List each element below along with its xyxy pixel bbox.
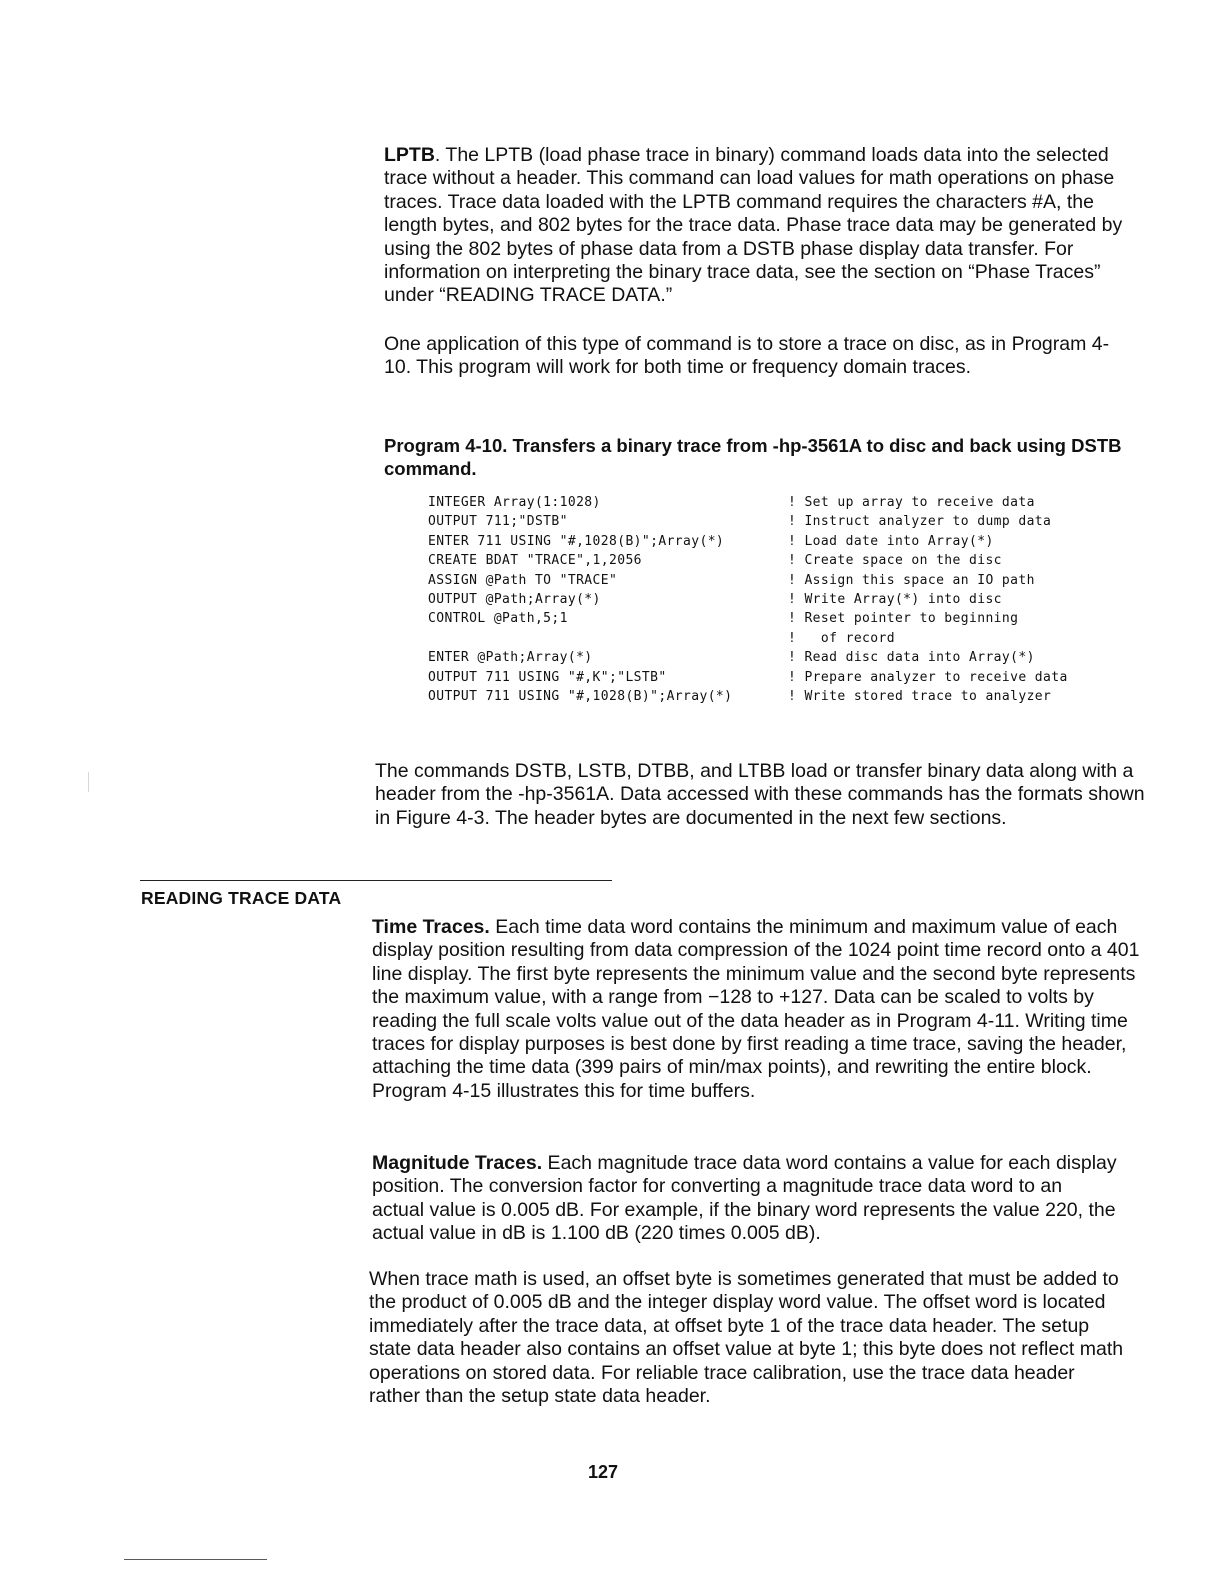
code-comment: ! Instruct analyzer to dump data — [788, 514, 1052, 530]
lptb-paragraph — [384, 144, 1144, 308]
code-line — [428, 493, 1068, 512]
program-caption: Program 4-10. Transfers a binary trace from -hp-3561A to disc and back using DSTB command. — [384, 435, 1122, 479]
time-traces-paragraph — [372, 916, 1142, 1103]
magnitude-traces-lead: Magnitude Traces. — [372, 1152, 543, 1174]
application-paragraph: One application of this type of command is to store a trace on disc, as in Program 4-10. This program will work for both time or frequency domain traces. — [384, 333, 1110, 379]
code-line — [428, 668, 1068, 687]
code-comment: ! Reset pointer to beginning — [788, 611, 1019, 627]
code-line — [428, 571, 1068, 590]
code-statement: INTEGER Array(1:1028) — [428, 495, 601, 510]
code-comment: ! Load date into Array(*) — [788, 533, 994, 549]
magnitude-traces-paragraph — [372, 1152, 1117, 1246]
margin-mark — [88, 772, 89, 792]
lptb-lead: LPTB — [384, 144, 435, 166]
lptb-text: . The LPTB (load phase trace in binary) command loads data into the selected trace without a header. This command can load values for math operations on phase traces. Trace data loaded with the LPTB command requires the characters #A, the length bytes, and 802 bytes for the trace data. Phase trace data may be generated by using the 802 bytes of phase data from a DSTB phase display data transfer. For information on interpreting the binary trace data, see the section on “Phase Traces” under “READING TRACE DATA.” — [384, 144, 1123, 307]
code-comment: ! Write Array(*) into disc — [788, 591, 1002, 607]
code-comment: ! Create space on the disc — [788, 553, 1002, 569]
code-statement: ASSIGN @Path TO "TRACE" — [428, 572, 618, 588]
program-listing — [428, 493, 1068, 706]
code-statement: ENTER @Path;Array(*) — [428, 650, 593, 666]
time-traces-lead: Time Traces. — [372, 916, 490, 938]
section-divider — [140, 880, 612, 881]
section-heading: READING TRACE DATA — [141, 888, 342, 908]
code-line — [428, 512, 1068, 531]
code-line — [428, 629, 1068, 648]
code-statement: CONTROL @Path,5;1 — [428, 611, 568, 627]
code-line — [428, 648, 1068, 667]
code-line — [428, 532, 1068, 551]
code-statement: OUTPUT 711;"DSTB" — [428, 514, 568, 530]
time-traces-text: Each time data word contains the minimum and maximum value of each display position resulting from data compression of the 1024 point time record onto a 401 line display. The first byte represents the minimum value and the second byte represents the maximum value, with a range from −128 to +127. Data can be scaled to volts by reading the full scale volts value out of the data header as in Program 4-11. Writing time traces for display purposes is best done by first reading a time trace, saving the header, attaching the time data (399 pairs of min/max points), and rewriting the entire block. Program 4-15 illustrates this for time buffers. — [372, 916, 1140, 1102]
code-line — [428, 551, 1068, 570]
code-statement: OUTPUT 711 USING "#,1028(B)";Array(*) — [428, 688, 733, 704]
offset-paragraph: When trace math is used, an offset byte is sometimes generated that must be added to the product of 0.005 dB and the integer display word value. The offset word is located immediately after the trace data, at offset byte 1 of the trace data header. The setup state data header also contains an offset value at byte 1; this byte does not reflect math operations on stored data. For reliable trace calibration, use the trace data header rather than the setup state data header. — [369, 1268, 1124, 1408]
code-comment: ! Prepare analyzer to receive data — [788, 669, 1068, 685]
footer-rule — [124, 1559, 267, 1560]
code-statement: OUTPUT 711 USING "#,K";"LSTB" — [428, 669, 667, 685]
code-line — [428, 609, 1068, 628]
code-line — [428, 590, 1068, 609]
code-statement: ENTER 711 USING "#,1028(B)";Array(*) — [428, 533, 725, 549]
commands-paragraph: The commands DSTB, LSTB, DTBB, and LTBB load or transfer binary data along with a header from the -hp-3561A. Data accessed with these commands has the formats shown in Figure 4-3. The header bytes are documented in the next few sections. — [375, 760, 1145, 829]
code-comment: ! Write stored trace to analyzer — [788, 688, 1052, 704]
code-statement: OUTPUT @Path;Array(*) — [428, 591, 601, 607]
code-comment: ! Set up array to receive data — [788, 495, 1035, 510]
code-comment: ! Assign this space an IO path — [788, 572, 1035, 588]
page-number: 127 — [588, 1462, 619, 1482]
code-comment: ! Read disc data into Array(*) — [788, 650, 1035, 666]
magnitude-traces-text: Each magnitude trace data word contains a value for each display position. The conversion factor for converting a magnitude trace data word to an actual value is 0.005 dB. For example, if the binary word represents the value 220, the actual value in dB is 1.100 dB (220 times 0.005 dB). — [372, 1152, 1117, 1245]
code-statement: CREATE BDAT "TRACE",1,2056 — [428, 553, 642, 569]
code-line — [428, 687, 1068, 706]
code-comment: ! of record — [788, 630, 895, 646]
code-statement — [428, 629, 788, 648]
